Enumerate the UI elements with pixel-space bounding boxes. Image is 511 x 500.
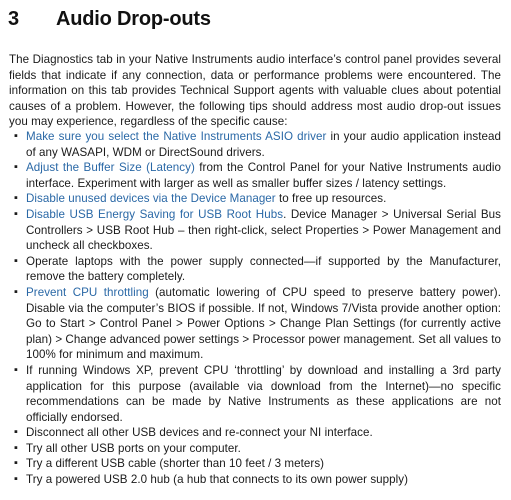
bullet-icon: ▪ [14,441,18,454]
list-item [9,363,501,425]
list-item [9,191,501,207]
tip-text: Operate laptops with the power supply connected—if supported by the Manufacturer, remove the battery completely. [26,254,501,284]
tip-link[interactable]: Disable USB Energy Saving for USB Root Hubs [26,207,284,221]
section-title: Audio Drop-outs [56,8,211,30]
tip-link[interactable]: Disable unused devices via the Device Manager [26,192,276,206]
tip-text: Disconnect all other USB devices and re-connect your NI interface. [26,426,373,440]
bullet-icon: ▪ [14,254,18,267]
list-item [9,285,501,363]
tip-text: in your audio application instead of any WASAPI, WDM or DirectSound drivers. [26,130,501,159]
tip-link[interactable]: Prevent CPU throttling [26,285,149,299]
tip-link[interactable]: Adjust the Buffer Size (Latency) [26,161,195,175]
section-heading [8,8,211,34]
bullet-icon: ▪ [14,161,18,174]
list-item [9,129,501,160]
bullet-icon: ▪ [14,207,18,220]
bullet-icon: ▪ [14,285,18,298]
tip-text: Try a powered USB 2.0 hub (a hub that connects to its own power supply) [26,473,409,487]
tip-text: Try a different USB cable (shorter than 10 feet / 3 meters) [26,457,325,471]
tips-list [9,129,501,488]
tip-text: (automatic lowering of CPU speed to preserve battery power). Disable via the computer’s BIOS if possible. If not, Windows 7/Vista provide another option: Go to Start > Control Panel > Power Options > Change Plan Settings (for currently active plan) > Change advanced power settings > Processor power management. Set all values to 100% for minimum and maximum. [26,285,501,362]
tip-text: . Device Manager > Universal Serial Bus Controllers > USB Root Hub – then right-click, select Properties > Power Management and uncheck all checkboxes. [26,207,501,253]
list-item [9,160,501,191]
bullet-icon: ▪ [14,457,18,470]
list-item [9,254,501,285]
bullet-icon: ▪ [14,192,18,205]
tip-text: If running Windows XP, prevent CPU ‘throttling’ by download and installing a 3rd party application for this purpose (available via download from the Internet)—no specific recommendations can be made by Native Instruments as these applications are not officially endorsed. [26,363,501,424]
list-item [9,207,501,254]
bullet-icon: ▪ [14,426,18,439]
tip-link[interactable]: Make sure you select the Native Instruments ASIO driver [26,130,327,143]
list-item [9,456,501,472]
list-item [9,472,501,488]
bullet-icon: ▪ [14,473,18,486]
bullet-icon: ▪ [14,130,18,142]
tip-text: Try all other USB ports on your computer. [26,441,241,455]
tip-text: from the Control Panel for your Native Instruments audio interface. Experiment with larger as well as smaller buffer sizes / latency settings. [26,161,501,190]
tip-text: to free up resources. [275,192,387,206]
section-number: 3 [8,8,19,30]
list-item [9,425,501,441]
bullet-icon: ▪ [14,363,18,376]
intro-paragraph: The Diagnostics tab in your Native Instruments audio interface’s control panel provides several fields that indicate if any connection, data or performance problems were encountered. The information on this tab provides Technical Support agents with valuable clues about potential causes of a problem. However, the following tips should address most audio drop-out issues you may experience, regardless of the specific cause: [9,53,501,129]
list-item [9,441,501,457]
